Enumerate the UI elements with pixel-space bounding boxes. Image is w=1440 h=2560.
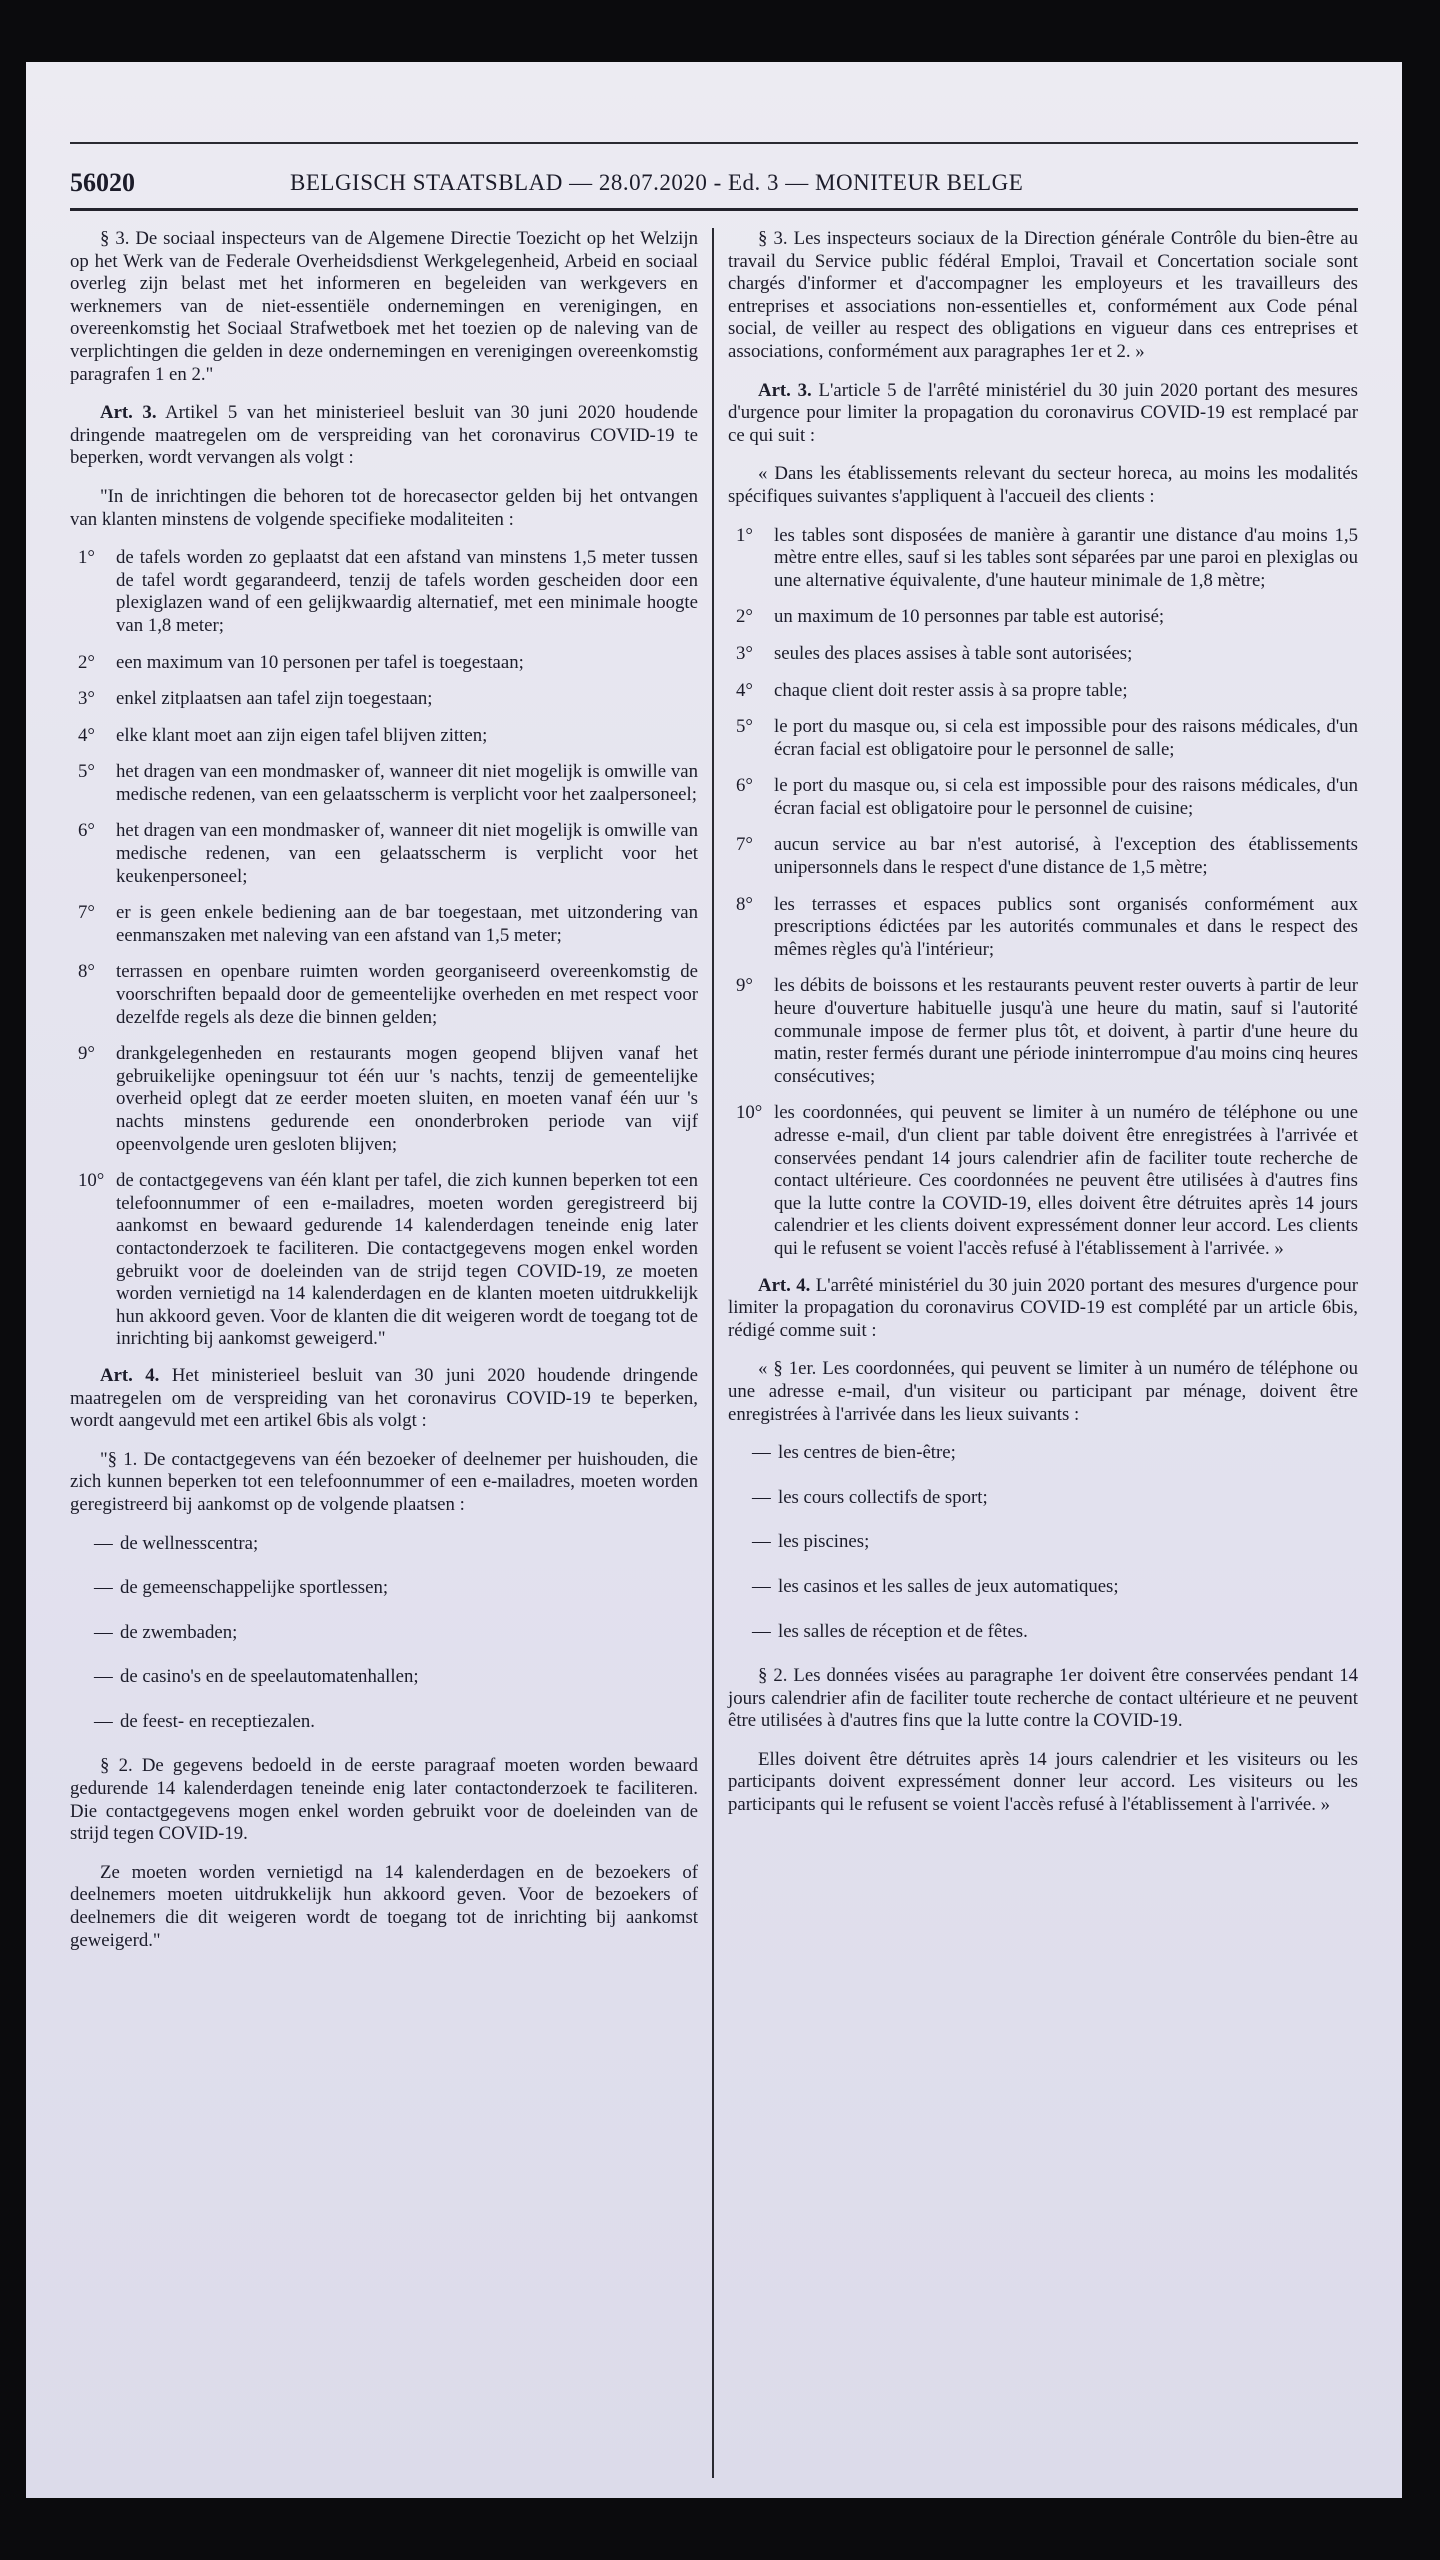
item-text: de tafels worden zo geplaatst dat een afstand van minstens 1,5 meter tussen de tafel wordt gegarandeerd, tenzij de tafels worden gescheiden door een plexiglazen wand of een gelijkwaardig alternatief, met een minimale hoogte van 1,8 meter;	[116, 547, 698, 636]
item-text: drankgelegenheden en restaurants mogen geopend blijven vanaf het gebruikelijke openingsuur tot één uur 's nachts, tenzij de gemeentelijke overheid oplegt dat ze eerder moeten sluiten, en moeten vanaf één uur 's nachts minstens gedurende een ononderbroken periode van vijf opeenvolgende uren gesloten blijven;	[116, 1043, 698, 1155]
nl-places-list	[70, 1533, 698, 1734]
nl-intro: "In de inrichtingen die behoren tot de horecasector gelden bij het ontvangen van klanten minstens de volgende specifieke modaliteiten :	[70, 485, 698, 530]
item-text: het dragen van een mondmasker of, wanneer dit niet mogelijk is omwille van medische redenen, van een gelaatsscherm is verplicht voor het zaalpersoneel;	[116, 761, 698, 805]
gazette-page	[26, 62, 1402, 2498]
item-text: le port du masque ou, si cela est impossible pour des raisons médicales, d'un écran facial est obligatoire pour le personnel de salle;	[774, 716, 1358, 760]
page-number: 56020	[70, 168, 135, 197]
fr-paragraph-3: § 3. Les inspecteurs sociaux de la Direction générale Contrôle du bien-être au travail du Service public fédéral Emploi, Travail et Concertation sociale sont chargés d'informer et d'accompagner les employeurs et les travailleurs des entreprises et associations non-essentielles et, conformément aux Code pénal social, de veiller au respect des obligations en vigueur dans ces entreprises et associations, conformément aux paragraphes 1er et 2. »	[728, 228, 1358, 362]
item-number: 5°	[736, 716, 753, 738]
item-text: aucun service au bar n'est autorisé, à l'exception des établissements unipersonnels dans le respect d'une distance de 1,5 mètre;	[774, 834, 1358, 879]
item-text: het dragen van een mondmasker of, wanneer dit niet mogelijk is omwille van medische redenen, van een gelaatsscherm is verplicht voor het keukenpersoneel;	[116, 820, 698, 887]
item-text: un maximum de 10 personnes par table est autorisé;	[774, 606, 1165, 628]
list-item	[70, 1533, 698, 1556]
item-text: les piscines;	[778, 1531, 870, 1553]
list-item	[728, 894, 1358, 962]
nl-article-4-text: Het ministerieel besluit van 30 juni 2020 houdende dringende maatregelen om de verspreiding van het coronavirus COVID-19 te beperken, wordt aangevuld met een artikel 6bis als volgt :	[70, 1364, 698, 1432]
fr-section-1: « § 1er. Les coordonnées, qui peuvent se limiter à un numéro de téléphone ou une adresse e-mail, d'un visiteur ou participant par ménage, doivent être enregistrées à l'arrivée dans les lieux suivants :	[728, 1358, 1358, 1425]
list-item	[70, 1043, 698, 1156]
dash-mark: —	[94, 1532, 113, 1554]
item-text: de contactgegevens van één klant per tafel, die zich kunnen beperken tot een telefoonnummer of een e-mailadres, moeten worden geregistreerd bij aankomst en bewaard gedurende 14 kalenderdagen teneinde enig later contactonderzoek te faciliteren. Die contactgegevens mogen enkel worden gebruikt voor de doeleinden van de strijd tegen COVID-19, ze moeten worden vernietigd na 14 kalenderdagen en de klanten moeten uitdrukkelijk hun akkoord geven. Voor de klanten die dit weigeren wordt de toegang tot de inrichting bij aankomst geweigerd."	[116, 1170, 698, 1350]
nl-article-3-label: Art. 3.	[100, 402, 157, 424]
list-item	[728, 1576, 1358, 1599]
list-item	[728, 1487, 1358, 1510]
item-text: seules des places assises à table sont autorisées;	[774, 642, 1133, 664]
list-item	[70, 1577, 698, 1600]
columns	[70, 228, 1358, 2478]
item-text: chaque client doit rester assis à sa propre table;	[774, 679, 1128, 701]
list-item	[728, 1621, 1358, 1644]
item-text: les tables sont disposées de manière à garantir une distance d'au moins 1,5 mètre entre elles, sauf si les tables sont séparées par une paroi en plexiglas ou une alternative équivalente, d'une hauteur minimale de 1,8 mètre;	[774, 524, 1358, 591]
item-number: 8°	[736, 893, 753, 915]
column-french	[714, 228, 1358, 2478]
item-text: les coordonnées, qui peuvent se limiter à un numéro de téléphone ou une adresse e-mail, d'un client par table doivent être enregistrées à l'arrivée et conservées pendant 14 jours calendrier afin de faciliter toute recherche de contact ultérieure. Ces coordonnées ne peuvent être utilisées à d'autres fins que la lutte contre la COVID-19, elles doivent être détruites après 14 jours calendrier et les clients doivent expressément donner leur accord. Les clients qui le refusent se voient l'accès refusé à l'établissement à l'arrivée. »	[774, 1102, 1358, 1259]
item-number: 6°	[78, 820, 95, 842]
list-item	[728, 716, 1358, 761]
fr-section-2: § 2. Les données visées au paragraphe 1er doivent être conservées pendant 14 jours calendrier afin de faciliter toute recherche de contact ultérieure et ne peuvent être utilisées à d'autres fins que la lutte contre la COVID-19.	[728, 1665, 1358, 1732]
item-number: 2°	[78, 651, 95, 673]
dash-mark: —	[752, 1531, 771, 1553]
item-number: 7°	[78, 902, 95, 924]
fr-section-3: Elles doivent être détruites après 14 jours calendrier et les visiteurs ou les participants doivent expressément donner leur accord. Les visiteurs ou les participants qui le refusent se voient l'accès refusé à l'établissement à l'arrivée. »	[728, 1748, 1358, 1816]
item-text: les casinos et les salles de jeux automatiques;	[778, 1575, 1119, 1597]
nl-section-3: Ze moeten worden vernietigd na 14 kalenderdagen en de bezoekers of deelnemers moeten uitdrukkelijk hun akkoord geven. Voor de bezoekers of deelnemers die dit weigeren wordt de toegang tot de inrichting bij aankomst geweigerd."	[70, 1861, 698, 1951]
item-number: 8°	[78, 961, 95, 983]
list-item	[70, 1170, 698, 1351]
dash-mark: —	[752, 1442, 771, 1464]
list-item	[70, 652, 698, 675]
list-item	[728, 775, 1358, 820]
page-header	[70, 158, 1358, 211]
nl-article-3	[70, 402, 698, 470]
list-item	[70, 961, 698, 1029]
dash-mark: —	[94, 1666, 113, 1688]
dash-mark: —	[752, 1486, 771, 1508]
nl-article-3-text: Artikel 5 van het ministerieel besluit van 30 juni 2020 houdende dringende maatregelen om de verspreiding van het coronavirus COVID-19 te beperken, wordt vervangen als volgt :	[70, 402, 698, 469]
item-text: de zwembaden;	[120, 1621, 238, 1643]
fr-article-3-label: Art. 3.	[758, 379, 812, 401]
list-item	[728, 680, 1358, 703]
item-text: les salles de réception et de fêtes.	[778, 1620, 1028, 1642]
list-item	[70, 1666, 698, 1689]
fr-items	[728, 525, 1358, 1261]
fr-article-3-text: L'article 5 de l'arrêté ministériel du 30 juin 2020 portant des mesures d'urgence pour limiter la propagation du coronavirus COVID-19 est remplacé par ce qui suit :	[728, 379, 1358, 446]
list-item	[728, 834, 1358, 879]
fr-places-list	[728, 1442, 1358, 1643]
nl-items	[70, 547, 698, 1351]
fr-intro: « Dans les établissements relevant du secteur horeca, au moins les modalités spécifiques suivantes s'appliquent à l'accueil des clients :	[728, 463, 1358, 507]
item-text: er is geen enkele bediening aan de bar toegestaan, met uitzondering van eenmanszaken met naleving van een afstand van 1,5 meter;	[116, 902, 698, 946]
fr-article-3	[728, 380, 1358, 448]
item-number: 3°	[736, 642, 753, 664]
item-text: les cours collectifs de sport;	[778, 1486, 988, 1508]
list-item	[728, 643, 1358, 666]
list-item	[70, 1622, 698, 1645]
item-number: 5°	[78, 761, 95, 783]
list-item	[728, 1531, 1358, 1554]
column-dutch	[70, 228, 714, 2478]
item-text: les terrasses et espaces publics sont organisés conformément aux prescriptions édictées par les autorités communales et dans le respect des mêmes règles qu'à l'intérieur;	[774, 893, 1358, 960]
item-text: de gemeenschappelijke sportlessen;	[120, 1577, 389, 1599]
fr-article-4-label: Art. 4.	[758, 1274, 811, 1296]
item-text: enkel zitplaatsen aan tafel zijn toegestaan;	[116, 688, 433, 710]
item-number: 6°	[736, 775, 753, 797]
list-item	[728, 1442, 1358, 1465]
item-text: een maximum van 10 personen per tafel is toegestaan;	[116, 651, 524, 673]
list-item	[70, 1711, 698, 1734]
list-item	[728, 1102, 1358, 1260]
list-item	[728, 975, 1358, 1088]
item-number: 9°	[78, 1043, 95, 1065]
list-item	[70, 820, 698, 888]
dash-mark: —	[752, 1620, 771, 1642]
fr-article-4-text: L'arrêté ministériel du 30 juin 2020 portant des mesures d'urgence pour limiter la propagation du coronavirus COVID-19 est complété par un article 6bis, rédigé comme suit :	[728, 1274, 1358, 1341]
item-text: terrassen en openbare ruimten worden georganiseerd overeenkomstig de voorschriften bepaald door de gemeentelijke overheden en met respect voor dezelfde regels als deze die binnen gelden;	[116, 961, 698, 1028]
item-text: les débits de boissons et les restaurants peuvent rester ouverts à partir de leur heure d'ouverture habituelle jusqu'à une heure du matin, sauf si l'autorité communale impose de fermer plus tôt, et doivent, à partir d'une heure du matin, rester fermés durant une période ininterrompue d'au moins cinq heures consécutives;	[774, 975, 1358, 1087]
nl-section-2: § 2. De gegevens bedoeld in de eerste paragraaf moeten worden bewaard gedurende 14 kalenderdagen teneinde enig later contactonderzoek te faciliteren. Die contactgegevens mogen enkel worden gebruikt voor de doeleinden van de strijd tegen COVID-19.	[70, 1755, 698, 1845]
list-item	[728, 606, 1358, 629]
item-number: 2°	[736, 606, 753, 628]
list-item	[70, 688, 698, 711]
list-item	[728, 525, 1358, 593]
dash-mark: —	[752, 1575, 771, 1597]
dash-mark: —	[94, 1577, 113, 1599]
item-text: de casino's en de speelautomatenhallen;	[120, 1666, 419, 1688]
item-number: 3°	[78, 688, 95, 710]
nl-article-4-label: Art. 4.	[100, 1364, 160, 1386]
nl-article-4	[70, 1365, 698, 1433]
dash-mark: —	[94, 1621, 113, 1643]
header-title: BELGISCH STAATSBLAD — 28.07.2020 - Ed. 3 — MONITEUR BELGE	[290, 170, 1024, 195]
item-number: 4°	[78, 724, 95, 746]
item-text: de wellnesscentra;	[120, 1532, 259, 1554]
top-rule	[70, 142, 1358, 144]
item-number: 9°	[736, 975, 753, 997]
item-text: elke klant moet aan zijn eigen tafel blijven zitten;	[116, 724, 488, 746]
item-text: les centres de bien-être;	[778, 1442, 956, 1464]
fr-article-4	[728, 1275, 1358, 1343]
nl-section-1: "§ 1. De contactgegevens van één bezoeker of deelnemer per huishouden, die zich kunnen beperken tot een telefoonnummer of een e-mailadres, moeten worden geregistreerd bij aankomst op de volgende plaatsen :	[70, 1448, 698, 1515]
item-number: 7°	[736, 834, 753, 856]
list-item	[70, 761, 698, 806]
item-text: le port du masque ou, si cela est impossible pour des raisons médicales, d'un écran facial est obligatoire pour le personnel de cuisine;	[774, 775, 1358, 819]
item-number: 1°	[736, 524, 753, 546]
item-number: 10°	[78, 1170, 105, 1192]
nl-paragraph-3: § 3. De sociaal inspecteurs van de Algemene Directie Toezicht op het Welzijn op het Werk van de Federale Overheidsdienst Werkgelegenheid, Arbeid en sociaal overleg zijn belast met het informeren en begeleiden van werkgevers en werknemers van de niet-essentiële ondernemingen en verenigingen, en overeenkomstig het Sociaal Strafwetboek met het toezien op de naleving van de verplichtingen die gelden in deze ondernemingen en verenigingen overeenkomstig paragrafen 1 en 2."	[70, 228, 698, 385]
list-item	[70, 547, 698, 637]
list-item	[70, 902, 698, 947]
list-item	[70, 725, 698, 748]
item-text: de feest- en receptiezalen.	[120, 1710, 315, 1732]
dash-mark: —	[94, 1710, 113, 1732]
item-number: 1°	[78, 547, 95, 569]
item-number: 4°	[736, 679, 753, 701]
item-number: 10°	[736, 1102, 763, 1124]
